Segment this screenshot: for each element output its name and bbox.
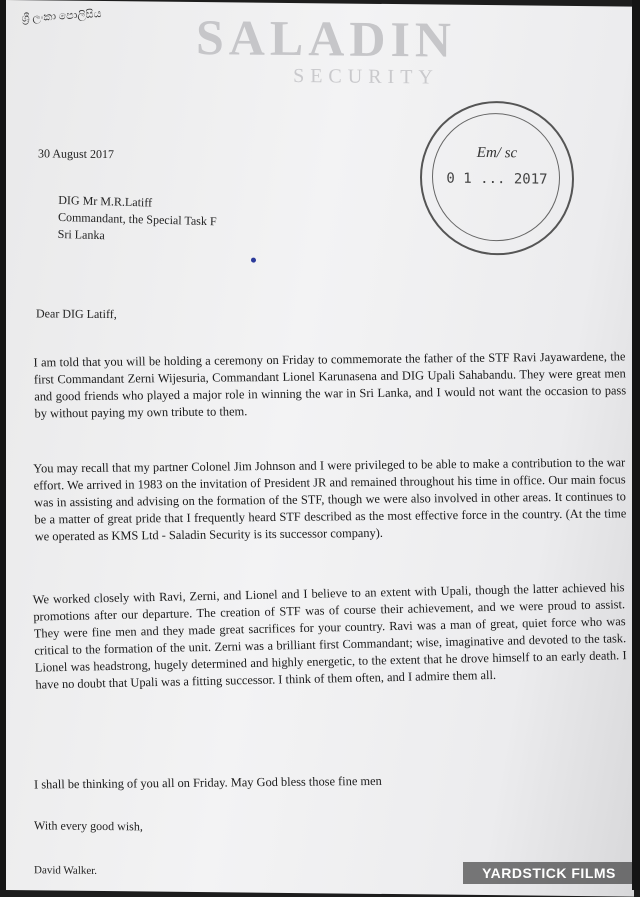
signature-name: David Walker. [34, 864, 98, 877]
body-paragraph-1: I am told that you will be holding a ceremony on Friday to commemorate the father of the STF Ravi Jayawardene, the first Commandant Zerni Wijesuria, Commandant Lionel Karunasena and DIG Upali Sahabandu. They were great men and good friends who played a major role in winning the war in Sri Lanka, and I would not want the occasion to pass by without paying my own tribute to them. [33, 349, 627, 421]
received-stamp [420, 100, 574, 256]
recipient-line: DIG Mr M.R.Latiff [58, 192, 153, 210]
photo-edge-right [632, 0, 640, 890]
body-paragraph-4: I shall be thinking of you all on Friday. May God bless those fine men [33, 773, 382, 792]
body-paragraph-2: You may recall that my partner Colonel Jim Johnson and I were privileged to be able to make a contribution to the war effort. We arrived in 1983 on the invitation of President JR and remained throughout his time in office. Our main focus was in assisting and advising on the formation of the STF, though we were also involved in other areas. It continues to be a matter of great pride that I frequently heard STF described as the most effective force in the country. (At the time we operated as KMS Ltd - Saladin Security is its successor company). [33, 455, 627, 544]
stamp-reference: Em/ sc [476, 144, 518, 162]
handwritten-note: ශ්‍රී ලංකා පොලිසිය [21, 8, 102, 25]
closing-line: With every good wish, [34, 818, 143, 834]
stamp-date: 0 1 ... 2017 [446, 170, 548, 188]
body-paragraph-3: We worked closely with Ravi, Zerni, and Lionel and I believe to an extent with Upali, though the latter achieved his promotions after our departure. The creation of STF was of course their achievement, and we were proud to assist. They were fine men and they made great sacrifices for your country. Ravi was a man of great, quiet force who was critical to the formation of the unit. Zerni was a brilliant first Commandant; wise, imaginative and devoted to the task. Lionel was headstrong, hugely determined and highly energetic, to the extent that he drove himself to an early death. I have no doubt that Upali was a fitting successor. I think of them often, and I admire them all. [32, 580, 627, 692]
letter-date: 30 August 2017 [38, 146, 115, 162]
watermark-badge: YARDSTICK FILMS [463, 862, 635, 884]
recipient-address [58, 192, 359, 251]
ink-dot [251, 258, 256, 263]
letterhead-logo [186, 10, 466, 103]
letter-page [6, 0, 634, 897]
logo-subtitle: SECURITY [293, 65, 439, 89]
recipient-line: Commandant, the Special Task F [57, 209, 217, 229]
logo-wordmark: SALADIN [195, 8, 457, 68]
recipient-line: Sri Lanka [57, 226, 105, 243]
salutation: Dear DIG Latiff, [36, 306, 117, 322]
